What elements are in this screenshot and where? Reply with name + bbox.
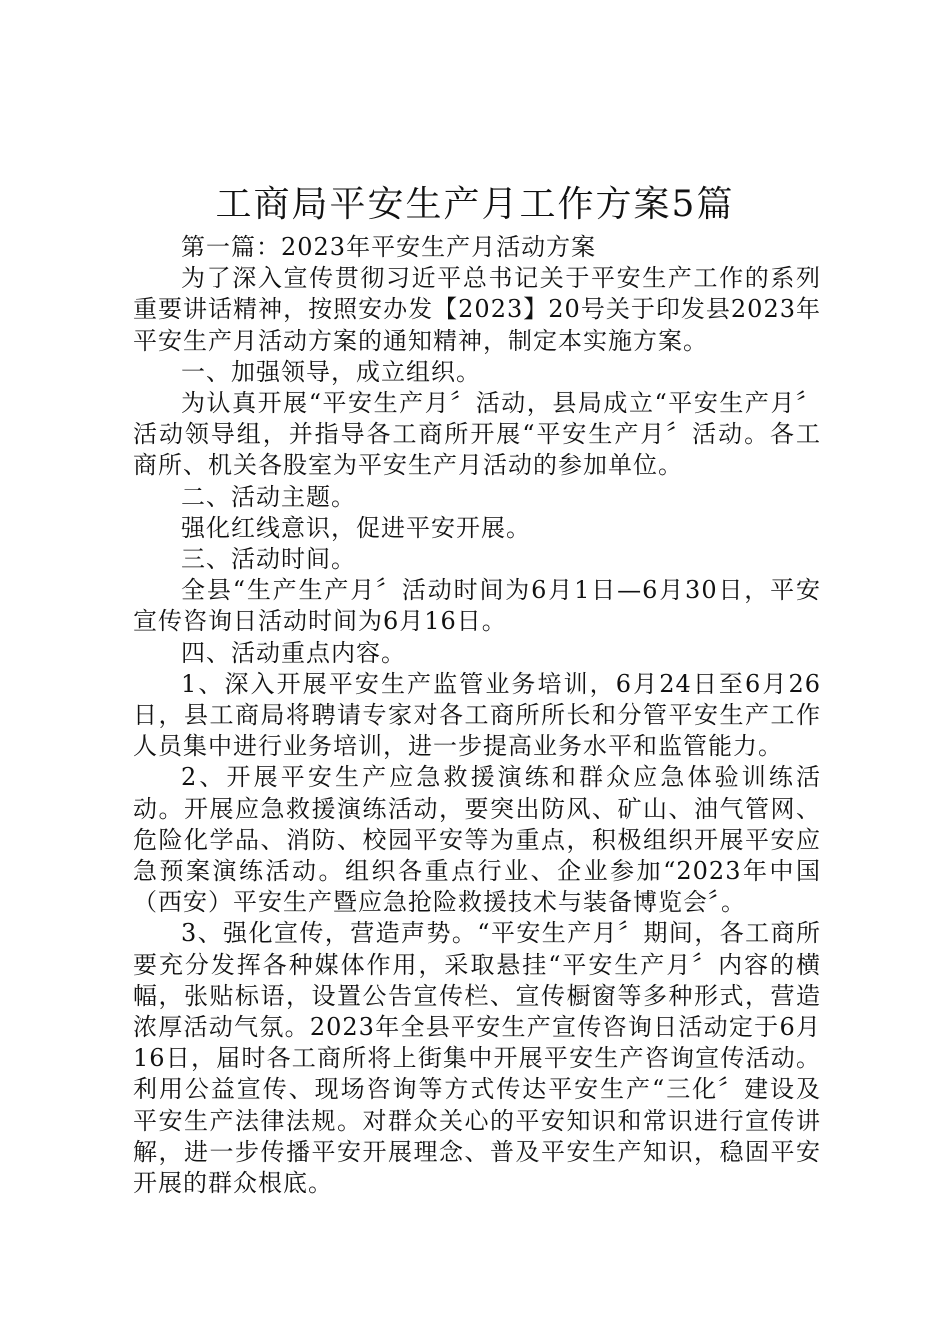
- section-heading: 一、加强领导，成立组织。: [181, 357, 481, 386]
- list-item: 3、强化宣传，营造声势。“平安生产月〞期间，各工商所要充分发挥各种媒体作用，采取悬挂“平安生产月〞内容的横幅，张贴标语，设置公告宣传栏、宣传橱窗等多种形式，营造浓厚活动气氛。2023年全县平安生产宣传咨询日活动定于6月16日，届时各工商所将上街集中开展平安生产咨询宣传活动。利用公益宣传、现场咨询等方式传达平安生产“三化〞建设及平安生产法律法规。对群众关心的平安知识和常识进行宣传讲解，进一步传播平安开展理念、普及平安生产知识，稳固平安开展的群众根底。: [133, 919, 821, 1198]
- list-item: 2、开展平安生产应急救援演练和群众应急体验训练活动。开展应急救援演练活动，要突出防风、矿山、油气管网、危险化学品、消防、校园平安等为重点，积极组织开展平安应急预案演练活动。组织各重点行业、企业参加“2023年中国（西安）平安生产暨应急抢险救援技术与装备博览会〞。: [133, 763, 821, 917]
- body-paragraph: 全县“生产生产月〞活动时间为6月1日—6月30日，平安宣传咨询日活动时间为6月16日。: [133, 576, 821, 636]
- body-paragraph: 为认真开展“平安生产月〞活动，县局成立“平安生产月〞活动领导组，并指导各工商所开展“平安生产月〞活动。各工商所、机关各股室为平安生产月活动的参加单位。: [133, 389, 821, 480]
- section-heading: 三、活动时间。: [181, 545, 356, 574]
- section-heading: 四、活动重点内容。: [181, 638, 406, 667]
- document-title: 工商局平安生产月工作方案5篇: [215, 184, 735, 225]
- section-heading: 第一篇：2023年平安生产月活动方案: [181, 233, 597, 261]
- intro-paragraph: 为了深入宣传贯彻习近平总书记关于平安生产工作的系列重要讲话精神，按照安办发【2023】20号关于印发县2023年平安生产月活动方案的通知精神，制定本实施方案。: [133, 264, 821, 355]
- list-item: 1、深入开展平安生产监管业务培训，6月24日至6月26日，县工商局将聘请专家对各工商所所长和分管平安生产工作人员集中进行业务培训，进一步提高业务水平和监管能力。: [133, 669, 821, 761]
- document-body: [133, 232, 821, 1199]
- body-paragraph: 强化红线意识，促进平安开展。: [181, 513, 531, 542]
- section-heading: 二、活动主题。: [181, 482, 356, 511]
